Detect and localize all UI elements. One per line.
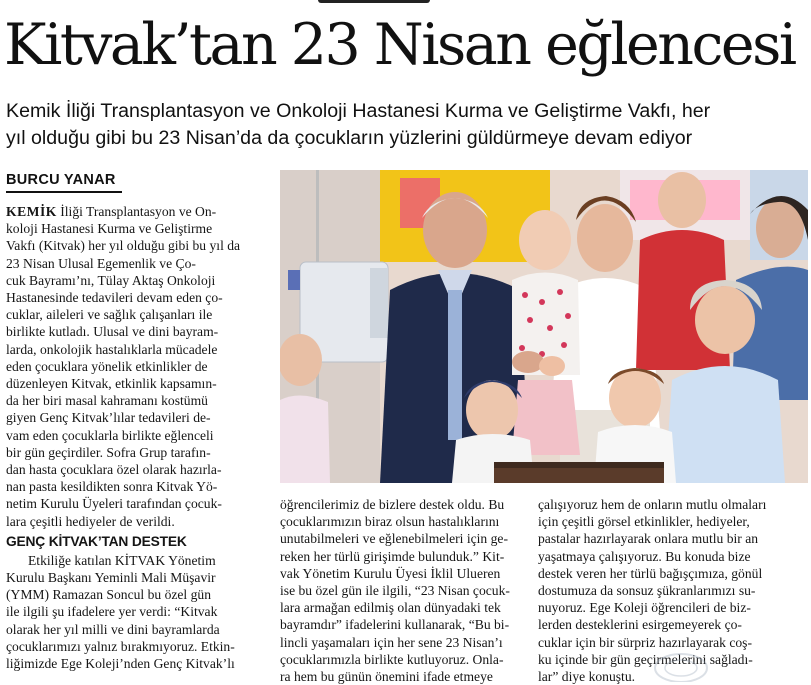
text-line: çocuklarımızı yalnız bırakmıyoruz. Etkin- bbox=[6, 638, 235, 654]
lead-word: KEMİK bbox=[6, 204, 57, 219]
subheadline-line: Kemik İliği Transplantasyon ve Onkoloji Hastanesi Kurma ve Geliştirme Vakfı, her bbox=[6, 100, 711, 122]
text-line: lara armağan edilmiş olan dünyadaki tek bbox=[280, 600, 501, 616]
text-line: lar” diye konuştu. bbox=[538, 669, 636, 685]
section-heading: GENÇ KİTVAK’TAN DESTEK bbox=[6, 533, 187, 549]
top-tab bbox=[318, 0, 430, 3]
text-line: çalışıyoruz hem de onların mutlu olmaları bbox=[538, 497, 767, 512]
text-line: 23 Nisan Ulusal Egemenlik ve Ço- bbox=[6, 255, 196, 271]
text-line: yaşatmaya çalışıyoruz. Bu konuda bize bbox=[538, 548, 751, 564]
text-line: da her biri masal kahramanı kostümü bbox=[6, 393, 208, 409]
group-photo-icon bbox=[280, 170, 808, 483]
text-line: Etkiliğe katılan KİTVAK Yönetim bbox=[28, 552, 216, 568]
text-line: Kurulu Başkanı Yeminli Mali Müşavir bbox=[6, 570, 216, 586]
text-line: destek veren her türlü bağışçımıza, gönül bbox=[538, 565, 763, 581]
text-line: ku içinde bir gün geçirmelerini sağladı- bbox=[538, 651, 753, 667]
text-line: lerden desteklerini esirgemeyerek ço- bbox=[538, 617, 742, 633]
text-line: cuklar için bir sürpriz hazırlayarak coş- bbox=[538, 634, 753, 650]
text-line: nan pasta kesildikten sonra Kitvak Yö- bbox=[6, 479, 218, 495]
text-line: cuk Bayramı’nı, Tülay Aktaş Onkoloji bbox=[6, 272, 216, 288]
subheadline bbox=[6, 98, 806, 152]
text-line: koloji Hastanesi Kurma ve Geliştirme bbox=[6, 221, 213, 237]
text-line: olarak her yıl milli ve dini bayramlarda bbox=[6, 621, 220, 637]
text-line: ra hem bu günün önemini ifade etmeye bbox=[280, 669, 493, 685]
subheadline-line: yıl olduğu gibi bu 23 Nisan’da da çocukların yüzlerini güldürmeye devam ediyor bbox=[6, 127, 693, 149]
text-line bbox=[6, 203, 270, 220]
text-column-2 bbox=[280, 496, 526, 685]
text-line: cuklar, aileleri ve sağlık çalışanları ile bbox=[6, 307, 213, 323]
text-line: dostumuza da sonsuz şükranlarımızı su- bbox=[538, 583, 756, 599]
text-line: bir gün geçirdiler. Sofra Grup tarafın- bbox=[6, 444, 211, 460]
text-line: bayramdır” ifadelerini kullanarak, “Bu bi- bbox=[280, 617, 510, 633]
text-line: vam eden çocuklarla birlikte eğlenceli bbox=[6, 427, 214, 443]
text-line: ise bu özel gün ile ilgili, “23 Nisan çocuk- bbox=[280, 583, 510, 599]
text-line: lincli yaşamaları için her sene 23 Nisan’ı bbox=[280, 634, 503, 650]
text-line: reken her türlü girişimde bulunduk.” Kit- bbox=[280, 548, 505, 564]
text-line: pastalar hazırlayarak onlara mutlu bir an bbox=[538, 531, 759, 547]
text-line: çocuklarımızın biraz olsun hastalıklarını bbox=[280, 514, 500, 530]
text-line: nuyoruz. Ege Koleji öğrencileri de biz- bbox=[538, 600, 751, 616]
text-line: larda, onkolojik hastalıklarla mücadele bbox=[6, 341, 218, 357]
article-photo bbox=[280, 170, 808, 483]
text-line: vak Yönetim Kurulu Üyesi İklil Ulueren bbox=[280, 565, 501, 581]
text-line: çocuklarımızla birlikte kutluyoruz. Onla- bbox=[280, 651, 504, 667]
text-line: lara çeşitli hediyeler de verildi. bbox=[6, 513, 175, 529]
text-column-1 bbox=[6, 203, 270, 672]
text-fragment: İliği Transplantasyon ve On- bbox=[56, 204, 217, 219]
text-line: ile ilgili şu ifadelere yer verdi: “Kitvak bbox=[6, 604, 218, 620]
text-line: eden çocuklara yönelik etkinlikler de bbox=[6, 358, 208, 374]
text-line: unutabilmeleri ve eğlenebilmeleri için ge- bbox=[280, 531, 508, 547]
headline: Kitvak’tan 23 Nisan eğlencesi bbox=[4, 12, 795, 78]
text-line: öğrencilerimiz de bizlere destek oldu. Bu bbox=[280, 497, 505, 512]
text-line: Vakfı (Kitvak) her yıl olduğu gibi bu yıl da bbox=[6, 238, 241, 254]
top-rule bbox=[0, 0, 811, 8]
text-line: birlikte kutladı. Ulusal ve dini bayram- bbox=[6, 324, 219, 340]
text-line: Hastanesinde tedavileri devam eden ço- bbox=[6, 290, 223, 306]
text-line: liğimizde Ege Koleji’nden Genç Kitvak’lı bbox=[6, 656, 235, 672]
text-line: düzenleyen Kitvak, etkinlik kapsamın- bbox=[6, 376, 217, 392]
text-line: (YMM) Ramazan Soncul bu özel gün bbox=[6, 587, 211, 603]
watermark-stamp-icon bbox=[652, 648, 710, 682]
text-line: için çeşitli görsel etkinlikler, hediyeler, bbox=[538, 514, 750, 530]
text-line: dan hasta çocuklara özel olarak hazırla- bbox=[6, 462, 222, 478]
byline: BURCU YANAR bbox=[6, 168, 122, 193]
text-line: netim Kurulu Üyeleri tarafından çocuk- bbox=[6, 496, 222, 512]
text-line: giyen Genç Kitvak’lılar tedavileri de- bbox=[6, 410, 211, 426]
